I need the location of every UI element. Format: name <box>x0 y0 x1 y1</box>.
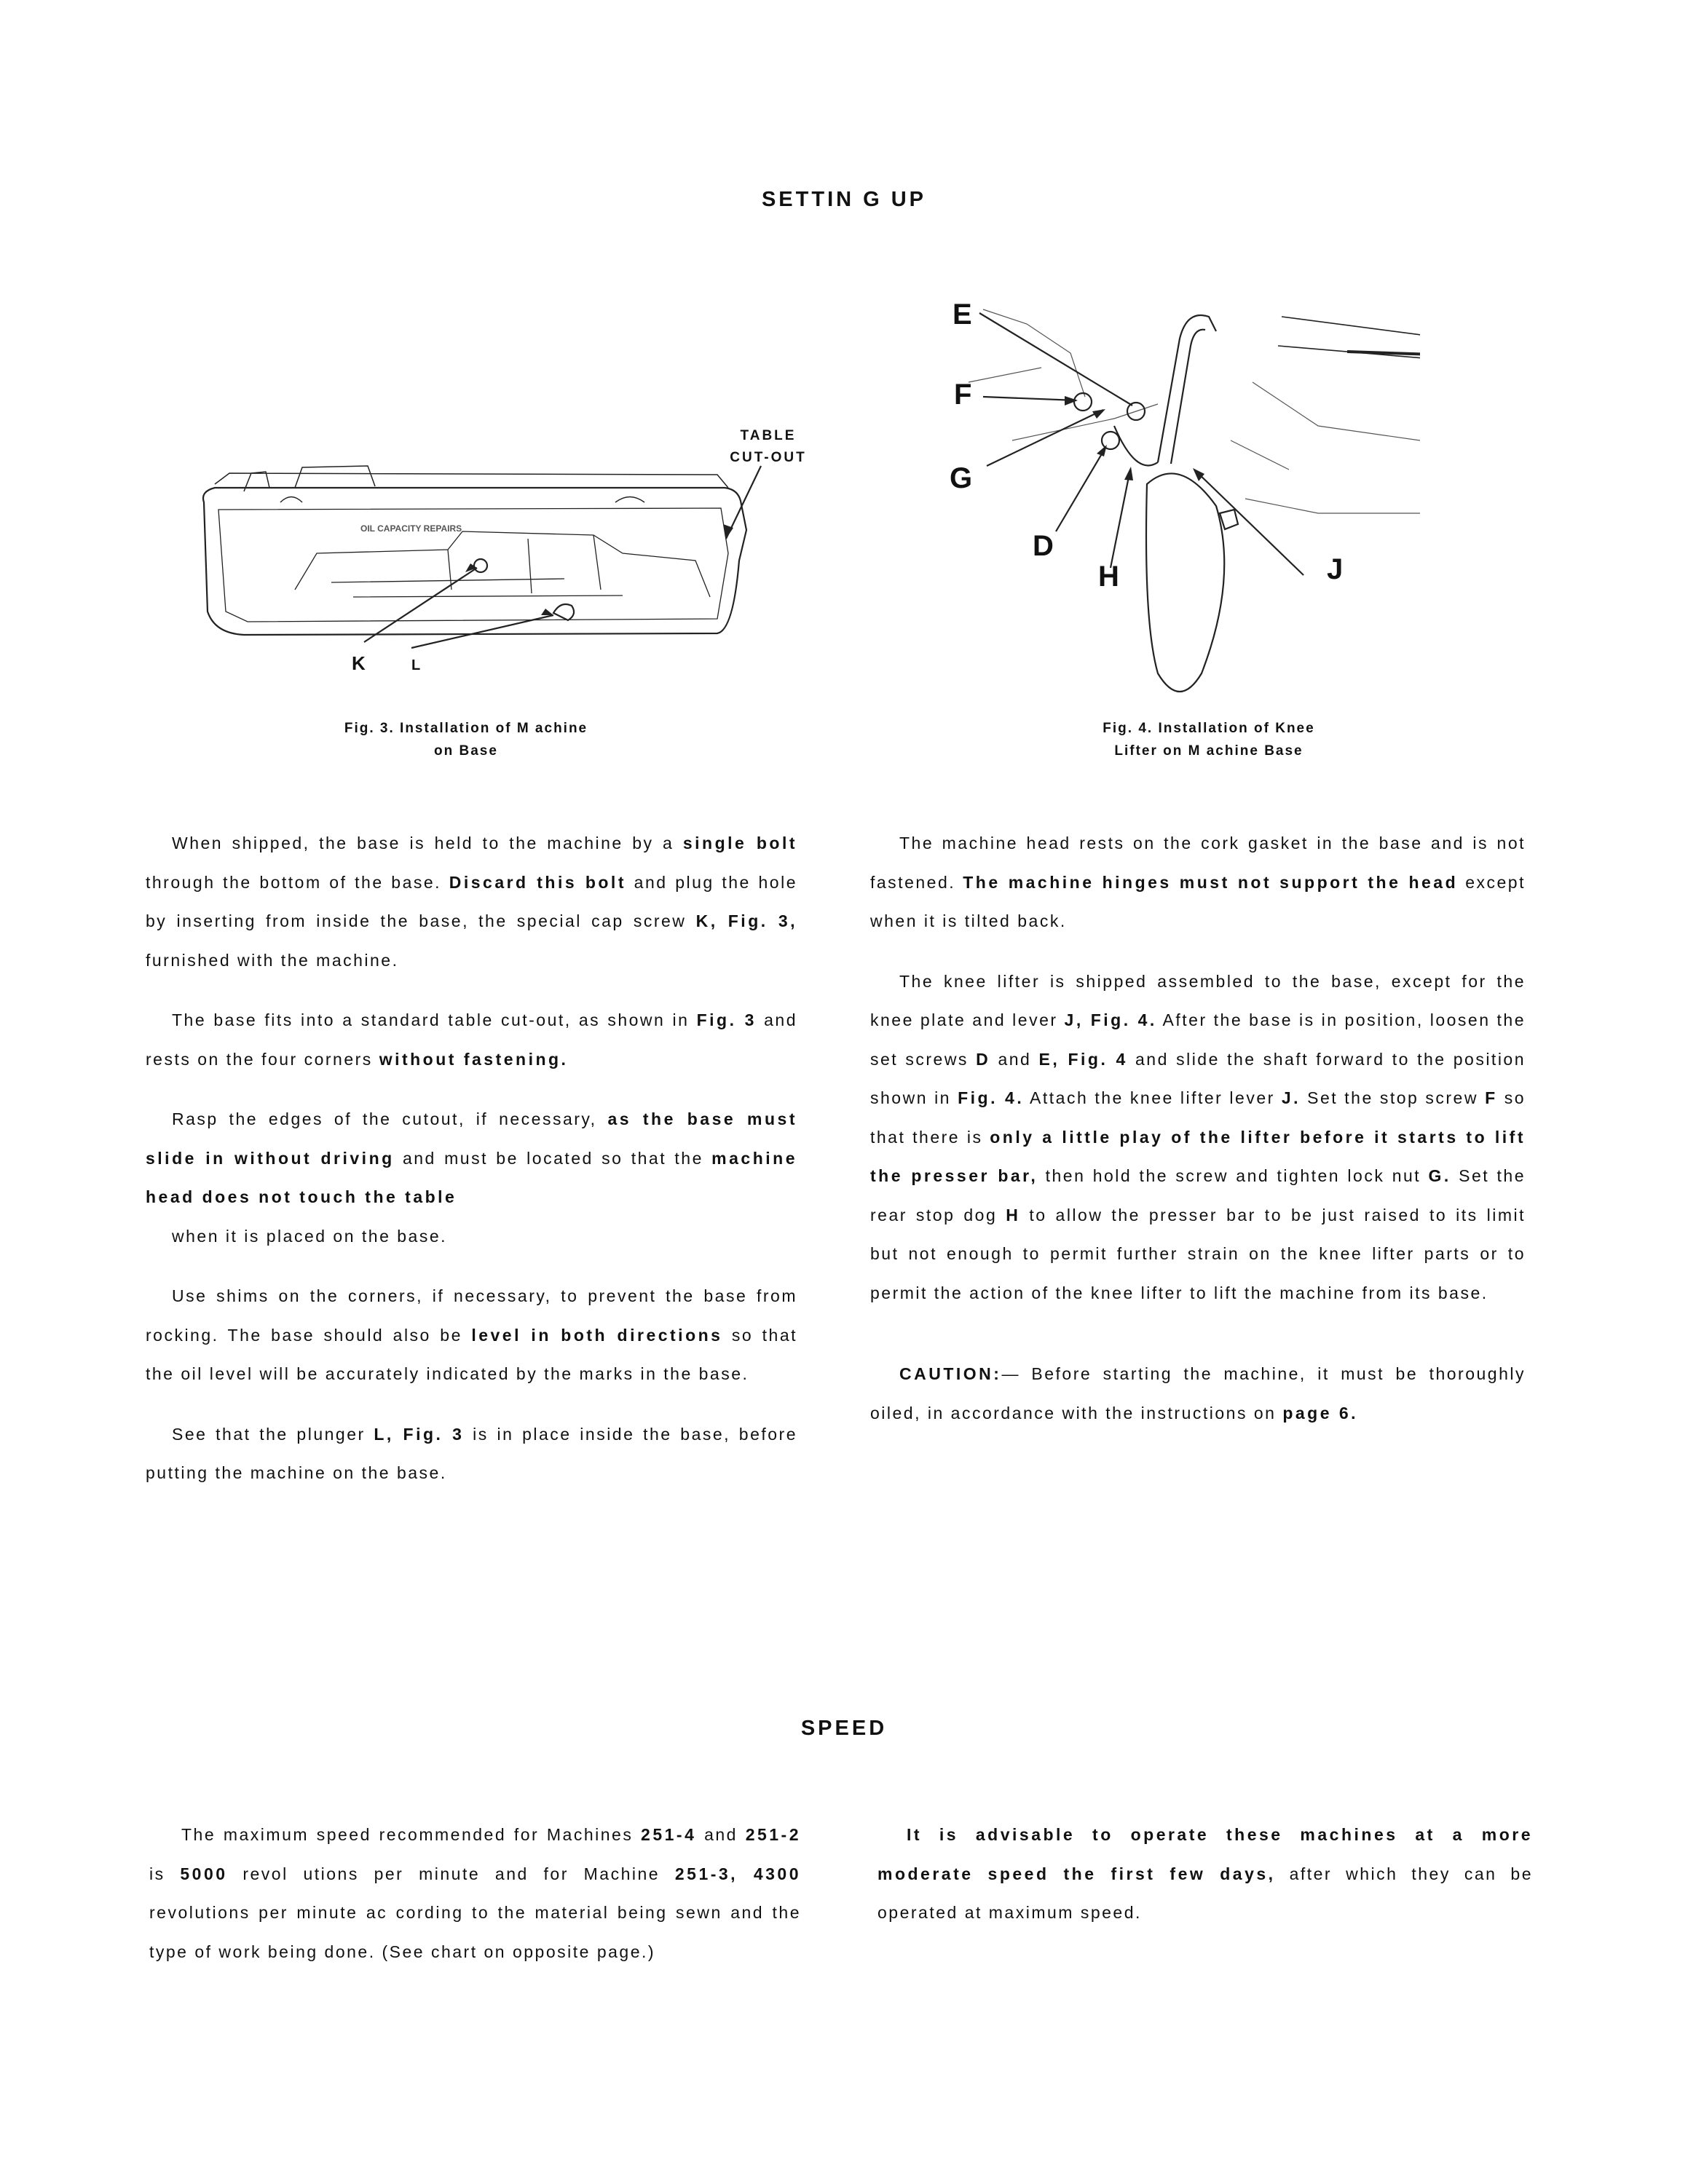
fig3-label-cutout: CUT-OUT <box>730 450 807 465</box>
fig3-label-l: L <box>411 657 421 673</box>
fig3-l-plunger <box>553 604 574 620</box>
speed-heading: SPEED <box>800 1717 888 1740</box>
knee-lever-rod-inner <box>1171 330 1205 464</box>
fig4-g-screw <box>1102 432 1119 449</box>
setting-up-left-column <box>146 824 797 1514</box>
fig3-k-line <box>364 568 477 642</box>
fig3-caption-line1: Fig. 3. Installation of M achine <box>344 721 588 736</box>
fig3-label-k: K <box>352 652 366 674</box>
speed-left-column <box>149 1816 801 1993</box>
fig3-engraving: OIL CAPACITY REPAIRS <box>360 523 462 534</box>
left-paragraph-4: Use shims on the corners, if necessary, to prevent the base from rocking. The base should also be level in both directions so that the oil level will be accurately indicated by the marks in the base. <box>146 1286 798 1383</box>
fig4-f-line <box>983 397 1076 400</box>
fig4-label-g: G <box>950 462 973 494</box>
fig3-caption-line2: on Base <box>434 743 498 759</box>
knee-lever-rod <box>1158 315 1216 462</box>
fig4-j-arrowhead <box>1193 468 1204 481</box>
left-paragraph-5: See that the plunger L, Fig. 3 is in place inside the base, before putting the machine on the base. <box>146 1424 797 1482</box>
fig4-label-h: H <box>1098 561 1119 593</box>
right-paragraph-1: The machine head rests on the cork gasket in the base and is not fastened. The machine hinges must not support the head except when it is tilted back. <box>870 834 1526 930</box>
fig3-l-arrowhead <box>541 609 553 615</box>
right-paragraph-2: The knee lifter is shipped assembled to the base, except for the knee plate and lever J, Fig. 4. After the base is in position, loosen the set screws D and E, Fig. 4 and slide the shaft forward to the position shown in Fig. 4. Attach the knee lifter lever J. Set the stop screw F so that there is only a little play of the lifter before it starts to lift the presser bar, then hold the screw and tighten lock nut G. Set the rear stop dog H to allow the presser bar to be just raised to its limit but not enough to permit further strain on the knee lifter parts or to permit the action of the knee lifter to lift the machine from its base. <box>870 971 1526 1302</box>
fig4-j-line <box>1194 470 1304 575</box>
fig3-illustration <box>186 415 812 684</box>
fig3-label-table: TABLE <box>740 428 797 443</box>
fig4-caption-line1: Fig. 4. Installation of Knee <box>1103 721 1315 736</box>
speed-right-paragraph: It is advisable to operate these machines at a more moderate speed the first few days, after which they can be operated at maximum speed. <box>877 1825 1533 1922</box>
fig4-d-line <box>1056 448 1105 531</box>
fig4-nut <box>1220 510 1238 529</box>
fig4-stop-dog-h <box>1114 426 1158 465</box>
fig4-label-j: J <box>1327 553 1344 585</box>
page-title: SETTIN G UP <box>761 188 927 211</box>
fig4-caption-line2: Lifter on M achine Base <box>1114 743 1304 759</box>
fig4-h-arrowhead <box>1124 467 1133 480</box>
knee-plate <box>1146 473 1224 692</box>
fig4-g-line <box>987 410 1103 466</box>
speed-right-column <box>877 1816 1533 1954</box>
fig4-label-e: E <box>953 298 972 331</box>
fig4-h-line <box>1111 470 1130 568</box>
fig4-label-d: D <box>1033 530 1054 562</box>
left-paragraph-2: The base fits into a standard table cut-out, as shown in Fig. 3 and rests on the four corners without fastening. <box>146 1010 797 1069</box>
fig3-k-screw <box>474 559 487 572</box>
machine-internal-parts <box>295 531 710 597</box>
left-paragraph-3: Rasp the edges of the cutout, if necessary, as the base must slide in without driving and must be located so that the machine head does not touch the table when it is placed on the base. <box>146 1109 797 1246</box>
fig4-e-line <box>979 313 1132 405</box>
speed-left-paragraph: The maximum speed recommended for Machines 251-4 and 251-2 is 5000 revol utions per minute and for Machine 251-3, 4300 revolutions per minute ac cording to the material being sewn and the type of work being done. (See chart on opposite page.) <box>149 1825 802 1961</box>
fig4-shaft-arrow <box>1347 352 1420 355</box>
left-paragraph-1: When shipped, the base is held to the machine by a single bolt through the bottom of the base. Discard this bolt and plug the hole by inserting from inside the base, the special cap screw K, Fig. 3, furnished with the machine. <box>146 834 798 970</box>
fig4-caption <box>1019 717 1398 762</box>
fig4-g-arrowhead <box>1092 409 1105 419</box>
fig3-caption <box>277 717 655 762</box>
caution-paragraph: CAUTION:— Before starting the machine, it must be thoroughly oiled, in accordance with the instructions on page 6. <box>870 1364 1526 1423</box>
fig4-label-f: F <box>954 379 972 411</box>
setting-up-right-column <box>870 824 1526 1454</box>
fig4-d-arrowhead <box>1097 445 1107 456</box>
fig4-illustration <box>939 295 1420 703</box>
fig4-f-screw <box>1074 393 1092 411</box>
